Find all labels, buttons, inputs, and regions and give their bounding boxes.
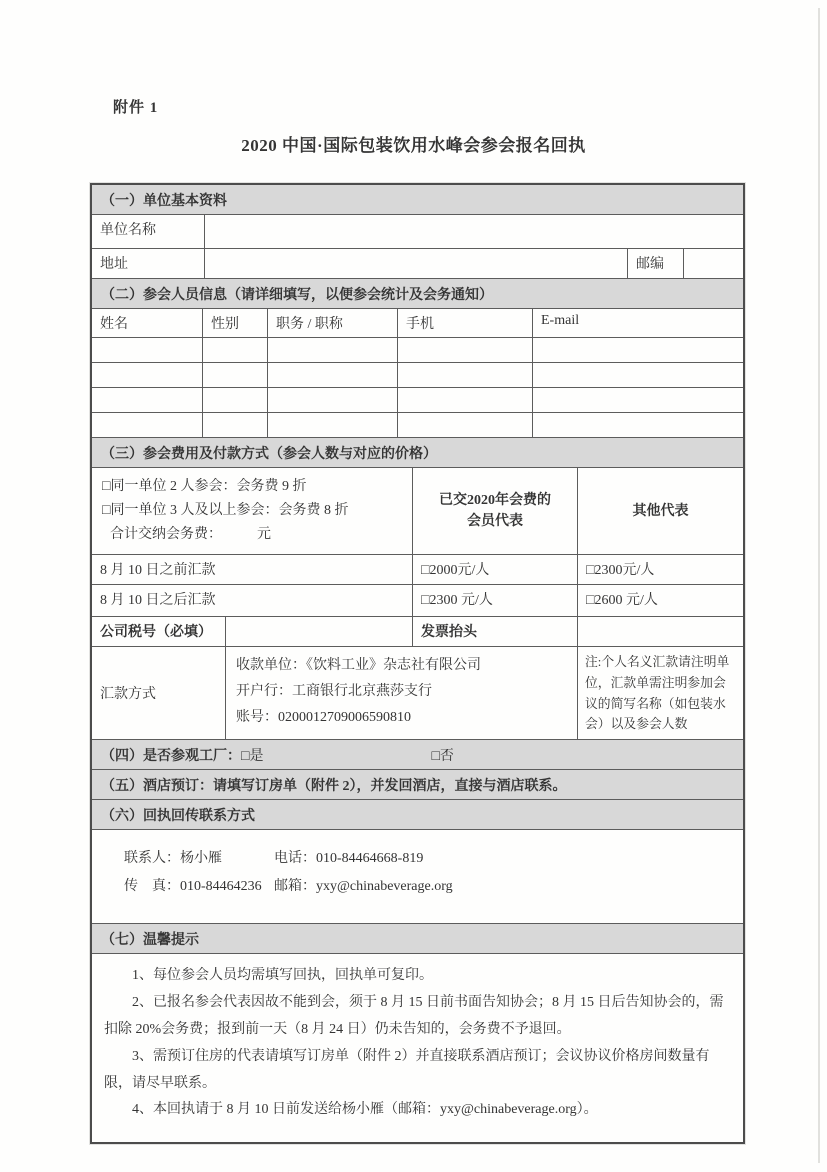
postcode-label: 邮编 [627,249,683,278]
registration-form-table [90,183,745,1144]
personnel-empty-row [92,337,743,362]
address-row [92,248,743,278]
bank-name: 开户行：工商银行北京燕莎支行 [236,684,432,700]
unit-name-label: 单位名称 [100,223,156,238]
email-field [532,388,743,412]
section1-header: （一）单位基本资料 [92,185,743,214]
email-field [532,363,743,387]
contact-phone: 电话：010-84464668-819 [274,851,424,867]
total-fee-line: 合计交纳会务费： 元 [110,527,271,543]
col-header-title: 职务 / 职称 [267,309,397,337]
bank-account-number: 账号：0200012709006590810 [236,710,411,726]
contact-line-2 [124,873,733,901]
gender-field [202,388,267,412]
col-header-email: E-mail [532,309,743,337]
payee-name: 收款单位：《饮料工业》杂志社有限公司 [236,658,481,674]
factory-visit-no-checkbox: □否 [431,749,454,765]
email-field [532,413,743,437]
col-header-gender: 性别 [202,309,267,337]
fee-before-row [92,554,743,584]
title-field [267,363,397,387]
note-item-3: 3、需预订住房的代表请填写订房单（附件 2）并直接联系酒店预订；会议协议价格房间数量有限，请尽早联系。 [104,1048,710,1091]
section5-header: （五）酒店预订：请填写订房单（附件 2），并发回酒店，直接与酒店联系。 [92,769,743,799]
tax-id-field [225,617,412,646]
postcode-field [683,249,743,278]
unit-name-row [92,214,743,248]
member-price-column-header: 已交2020年会费的 会员代表 [412,468,577,554]
personnel-header-row [92,308,743,337]
section6-header: （六）回执回传联系方式 [92,799,743,829]
mobile-field [397,338,532,362]
mobile-field [397,388,532,412]
section3-header: （三）参会费用及付款方式（参会人数与对应的价格） [92,437,743,467]
gender-field [202,338,267,362]
contact-person: 联系人：杨小雁 [124,851,222,867]
discount-header-row [92,467,743,554]
contact-block [92,829,743,923]
after-deadline-label: 8 月 10 日之后汇款 [100,593,216,609]
col-header-name: 姓名 [100,317,128,332]
contact-fax: 传 真：010-84464236 [124,879,262,895]
gender-field [202,363,267,387]
factory-visit-yes-checkbox: □是 [241,749,264,765]
mobile-field [397,413,532,437]
title-field [267,338,397,362]
before-deadline-label: 8 月 10 日之前汇款 [100,563,216,579]
tax-id-label: 公司税号（必填） [100,625,212,641]
mobile-field [397,363,532,387]
name-field [92,338,202,362]
fee-after-row [92,584,743,616]
payment-method-label: 汇款方式 [100,687,156,703]
attachment-label: 附件 1 [113,100,159,116]
email-field [532,338,743,362]
discount-3-person-option: □同一单位 3 人及以上参会：会务费 8 折 [102,503,349,519]
section4-header [92,739,743,769]
contact-email: 邮箱：yxy@chinabeverage.org [274,879,453,895]
name-field [92,388,202,412]
notes-block [92,953,743,1142]
address-field [204,249,627,278]
discount-2-person-option: □同一单位 2 人参会：会务费 9 折 [102,479,307,494]
personnel-empty-row [92,387,743,412]
after-member-price-checkbox: □2300 元/人 [412,585,577,616]
unit-name-field [204,215,743,248]
note-item-4: 4、本回执请于 8 月 10 日前发送给杨小雁（邮箱：yxy@chinabeverage.org）。 [132,1102,598,1118]
factory-visit-label: （四）是否参观工厂： [101,749,241,765]
section7-header: （七）温馨提示 [92,923,743,953]
page-title: 2020 中国·国际包装饮用水峰会参会报名回执 [241,136,586,155]
tax-invoice-row [92,616,743,646]
invoice-title-label: 发票抬头 [412,617,577,646]
personnel-empty-row [92,362,743,387]
note-item-2: 2、已报名参会代表因故不能到会，须于 8 月 15 日前书面告知协会；8 月 15 日后告知协会的，需扣除 20%会务费；报到前一天（8 月 24 日）仍未告知的，会务费不予退回。 [104,994,724,1037]
col-header-mobile: 手机 [397,309,532,337]
discount-options [92,468,412,554]
after-other-price-checkbox: □2600 元/人 [577,585,743,616]
payment-method-row [92,646,743,739]
before-member-price-checkbox: □2000元/人 [412,555,577,584]
name-field [92,413,202,437]
section2-header: （二）参会人员信息（请详细填写，以便参会统计及会务通知） [92,278,743,308]
bank-details [225,647,577,739]
scan-edge-artifact [818,8,820,1163]
contact-line-1 [124,845,733,873]
other-price-column-header: 其他代表 [577,468,743,554]
payment-note: 注:个人名义汇款请注明单位，汇款单需注明参加会议的简写名称（如包装水会）以及参会人数 [577,647,743,739]
gender-field [202,413,267,437]
personnel-empty-row [92,412,743,437]
before-other-price-checkbox: □2300元/人 [577,555,743,584]
title-field [267,388,397,412]
address-label: 地址 [100,257,128,272]
invoice-title-field [577,617,743,646]
name-field [92,363,202,387]
title-field [267,413,397,437]
note-item-1: 1、每位参会人员均需填写回执，回执单可复印。 [132,968,433,984]
